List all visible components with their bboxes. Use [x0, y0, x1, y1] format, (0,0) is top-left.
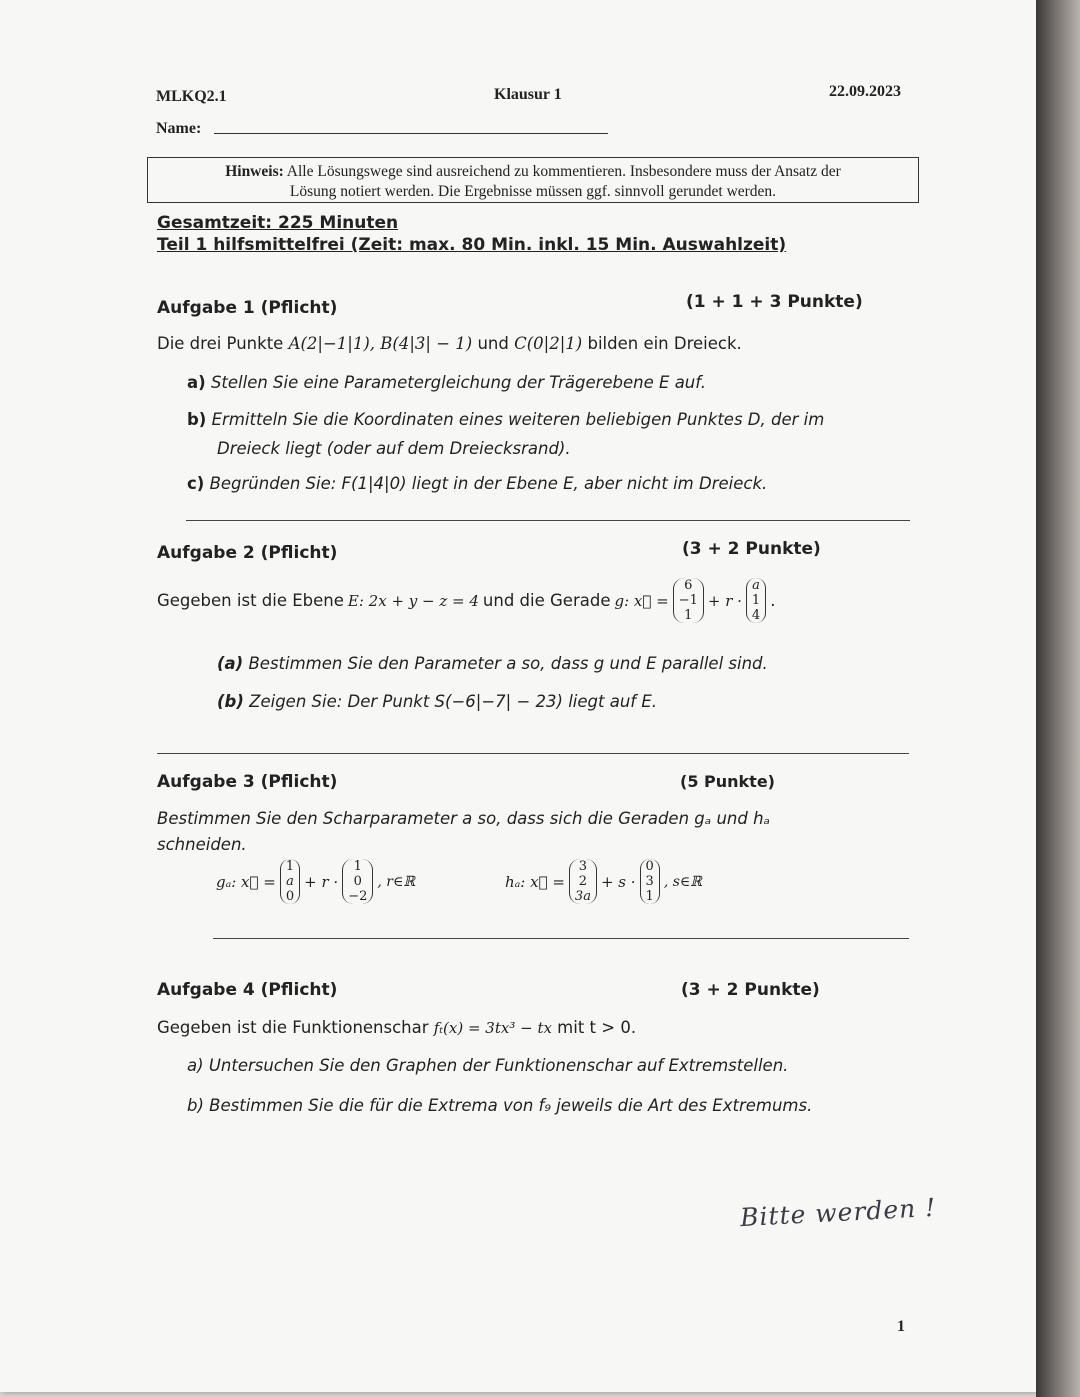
task-1a-text: Stellen Sie eine Parametergleichung der Trägerebene E auf.: [210, 373, 707, 392]
divider-1: [186, 520, 910, 521]
vector-entry: 2: [578, 874, 588, 889]
vector-entry: −1: [678, 593, 698, 608]
task-4a-label: a): [187, 1056, 204, 1075]
plane-equation: E: 2x + y − z = 4: [347, 591, 479, 610]
line-h-a-support-vector: [569, 859, 597, 904]
task-1a-label: a): [187, 373, 206, 392]
page-number: 1: [897, 1318, 905, 1335]
task-1a: [187, 373, 706, 392]
hinweis-box: [147, 157, 919, 203]
task-2b-label: (b): [217, 692, 244, 711]
line-g-a-equation: [216, 859, 415, 904]
vector-entry: 1: [285, 859, 295, 874]
task-1-title: Aufgabe 1 (Pflicht): [157, 298, 338, 318]
line-g-a-lhs: gₐ: x⃗ =: [216, 872, 276, 891]
task-3-intro-1: Bestimmen Sie den Scharparameter a so, dass sich die Geraden gₐ und hₐ: [157, 809, 771, 828]
task-1-intro-mid: und: [472, 334, 515, 353]
page-edge-shadow: [1036, 0, 1080, 1397]
task-1-point-c: C(0|2|1): [514, 334, 583, 353]
vector-entry: 0: [353, 874, 362, 889]
task-1-intro-pre: Die drei Punkte: [157, 334, 289, 353]
line-g-direction-vector: [746, 578, 766, 623]
part1-info: Teil 1 hilfsmittelfrei (Zeit: max. 80 Min. inkl. 15 Min. Auswahlzeit): [157, 235, 787, 255]
vector-entry: 0: [285, 889, 295, 904]
vector-entry: 1: [751, 593, 761, 608]
handwritten-note: Bitte werden !: [739, 1192, 937, 1233]
vector-entry: a: [752, 578, 760, 593]
vector-entry: 3: [645, 874, 654, 889]
line-g-a-support-vector: [280, 859, 300, 904]
vector-entry: 4: [751, 608, 761, 623]
task-2-intro-mid: und die Gerade: [482, 591, 611, 610]
line-h-a-lhs: hₐ: x⃗ =: [505, 872, 565, 891]
task-1c: [187, 474, 767, 493]
vector-entry: 3: [578, 859, 588, 874]
task-1-points-ab: A(2|−1|1), B(4|3| − 1): [288, 334, 473, 353]
task-1b-text-2: Dreieck liegt (oder auf dem Dreiecksrand).: [217, 439, 571, 458]
task-1-intro-post: bilden ein Dreieck.: [582, 334, 742, 353]
task-2-intro-pre: Gegeben ist die Ebene: [157, 591, 344, 610]
plus-s: + s ·: [600, 872, 636, 891]
task-4-intro-pre: Gegeben ist die Funktionenschar: [157, 1018, 434, 1037]
line-g-support-vector: [673, 578, 704, 623]
task-4a-text: Untersuchen Sie den Graphen der Funktionenschar auf Extremstellen.: [208, 1056, 789, 1075]
task-2a-label: (a): [217, 654, 244, 673]
line-h-a-equation: [505, 859, 702, 904]
plus-r: + r ·: [304, 872, 339, 891]
task-4a: [187, 1056, 788, 1075]
task-4b-label: b): [187, 1096, 204, 1115]
task-2-intro-end: .: [770, 591, 776, 610]
line-g-a-direction-vector: [342, 859, 373, 904]
task-4-points: (3 + 2 Punkte): [681, 980, 820, 1000]
hinweis-text-1: Alle Lösungswege sind ausreichend zu kommentieren. Insbesondere muss der Ansatz der: [286, 163, 841, 180]
vector-entry: 1: [645, 889, 654, 904]
task-2-title: Aufgabe 2 (Pflicht): [157, 543, 338, 563]
hinweis-label: Hinweis:: [225, 163, 284, 180]
task-2a: [217, 654, 768, 673]
course-code: MLKQ2.1: [156, 88, 227, 105]
name-field-line: [214, 133, 608, 134]
task-1c-text: Begründen Sie: F(1|4|0) liegt in der Ebene E, aber nicht im Dreieck.: [209, 474, 768, 493]
line-h-a-direction-vector: [640, 859, 660, 904]
task-4b-text: Bestimmen Sie die für die Extrema von f₉ jeweils die Art des Extremums.: [209, 1096, 813, 1115]
task-3-intro-2: schneiden.: [157, 835, 247, 854]
task-2-points: (3 + 2 Punkte): [682, 539, 821, 559]
exam-title: Klausur 1: [494, 86, 562, 103]
vector-entry: 3a: [574, 889, 591, 904]
name-label: Name:: [156, 120, 202, 137]
vector-entry: 6: [684, 578, 693, 593]
total-time: Gesamtzeit: 225 Minuten: [157, 213, 399, 233]
task-3-title: Aufgabe 3 (Pflicht): [157, 772, 338, 792]
vector-entry: 1: [353, 859, 362, 874]
divider-3: [213, 938, 909, 939]
param-r: , r∈ℝ: [377, 873, 415, 890]
task-4-title: Aufgabe 4 (Pflicht): [157, 980, 338, 1000]
task-4b: [187, 1096, 812, 1115]
task-4-intro-post: mit t > 0.: [551, 1018, 637, 1037]
task-1b: [187, 410, 824, 429]
task-1b-label: b): [187, 410, 207, 429]
hinweis-text-2: Lösung notiert werden. Die Ergebnisse müssen ggf. sinnvoll gerundet werden.: [289, 183, 777, 200]
vector-entry: a: [286, 874, 294, 889]
task-2-intro: [157, 578, 775, 623]
task-3-points: (5 Punkte): [680, 772, 775, 791]
task-1-intro: [157, 334, 742, 353]
task-1-points: (1 + 1 + 3 Punkte): [686, 292, 863, 312]
line-g-lhs: g: x⃗ =: [614, 591, 669, 610]
function-family: fₜ(x) = 3tx³ − tx: [433, 1019, 552, 1037]
task-2b-text: Zeigen Sie: Der Punkt S(−6|−7| − 23) liegt auf E.: [249, 692, 658, 711]
task-2b: [217, 692, 657, 711]
task-1c-label: c): [187, 474, 205, 493]
vector-entry: 0: [645, 859, 654, 874]
plus-r: + r ·: [707, 591, 742, 610]
vector-entry: −2: [348, 889, 368, 904]
divider-2: [157, 753, 909, 754]
hinweis-line-1: [148, 162, 918, 182]
task-1b-text: Ermitteln Sie die Koordinaten eines weiteren beliebigen Punktes D, der im: [211, 410, 825, 429]
task-4-intro: [157, 1018, 636, 1037]
exam-date: 22.09.2023: [829, 83, 901, 100]
task-2a-text: Bestimmen Sie den Parameter a so, dass g und E parallel sind.: [248, 654, 768, 673]
param-s: , s∈ℝ: [663, 873, 702, 890]
vector-entry: 1: [684, 608, 693, 623]
